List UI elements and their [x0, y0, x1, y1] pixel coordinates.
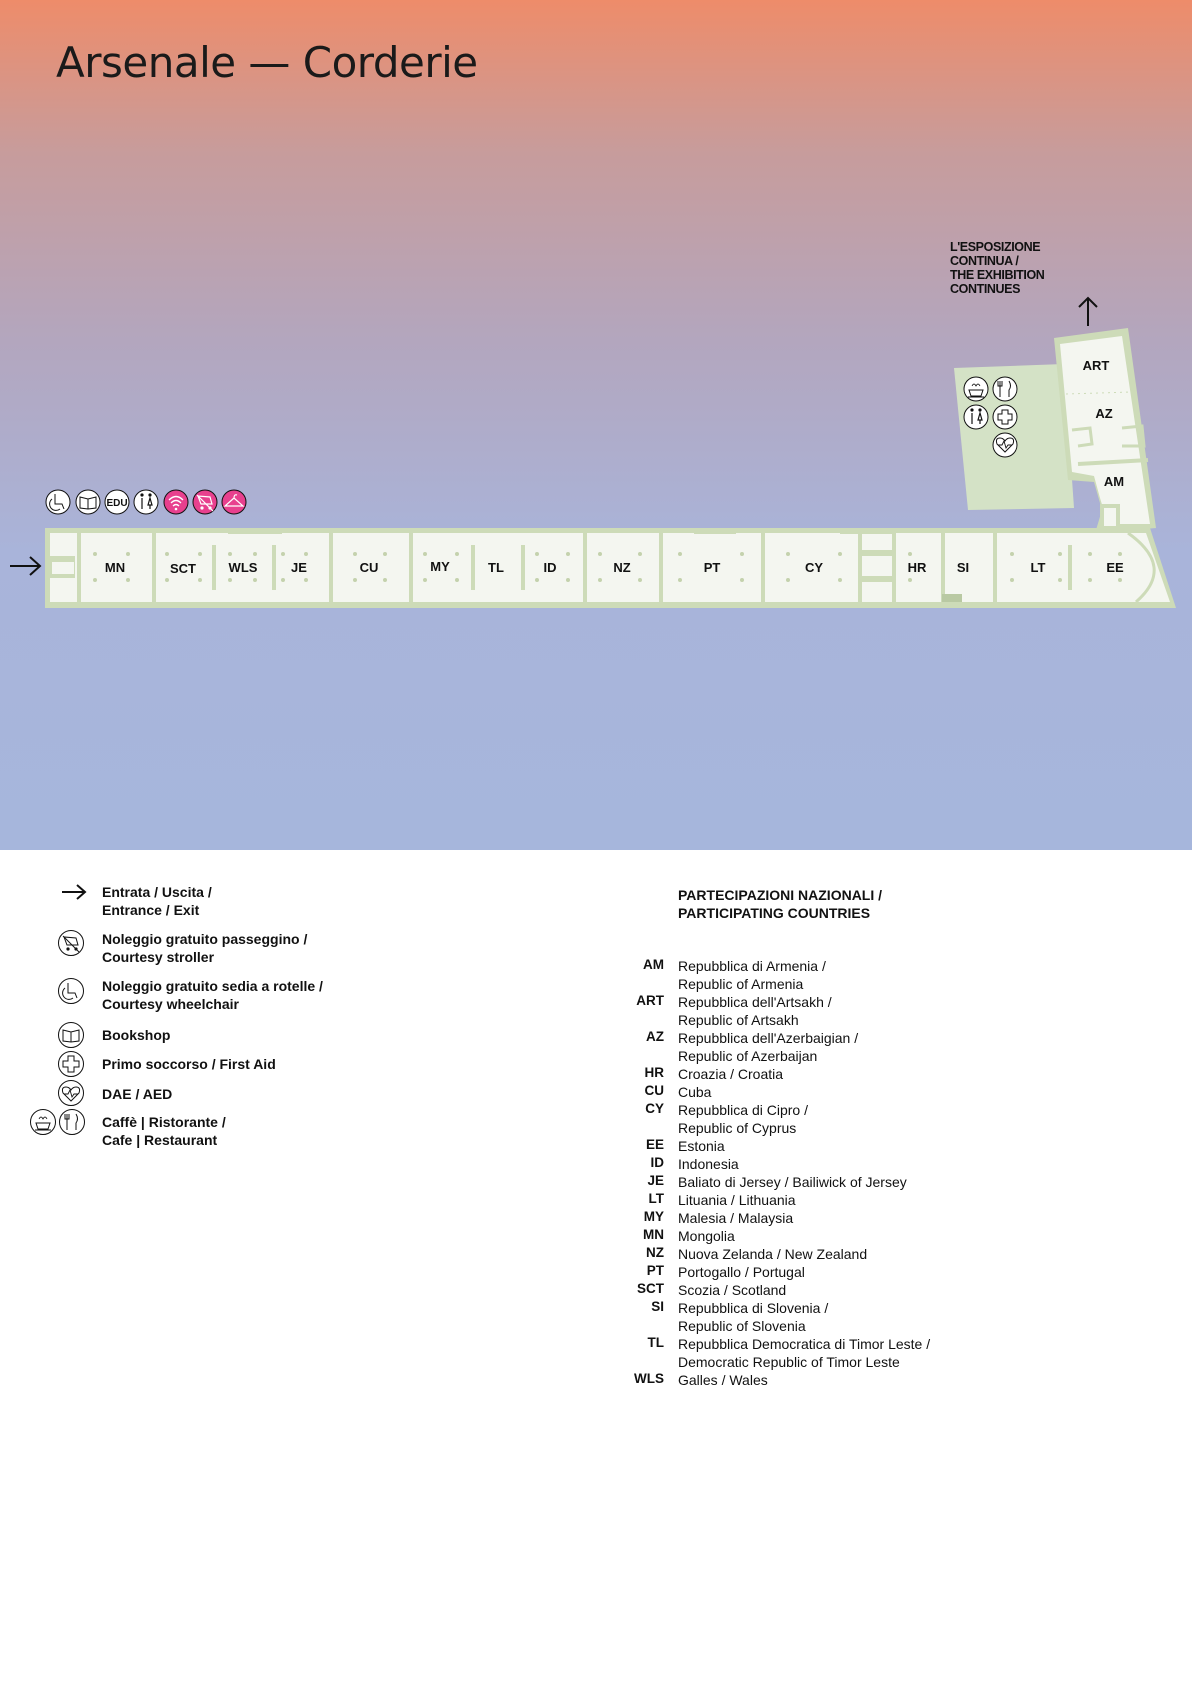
country-code: AM [643, 957, 664, 972]
room-label-az: AZ [1095, 406, 1113, 421]
legend-line: Entrance / Exit [102, 902, 200, 918]
country-name [678, 1137, 725, 1155]
country-code: EE [645, 1137, 664, 1152]
coat-hanger-icon [222, 490, 246, 514]
continues-line: L'ESPOSIZIONE [950, 240, 1041, 254]
country-name-line: Republic of Azerbaijan [678, 1048, 818, 1064]
country-name [678, 1173, 907, 1191]
room-label-pt: PT [703, 560, 721, 575]
edu-label: EDU [106, 498, 128, 509]
country-name [678, 1029, 858, 1065]
room-label-art: ART [1082, 358, 1110, 373]
room-label-si: SI [956, 560, 970, 575]
room-label-am: AM [1103, 474, 1125, 489]
legend-first-aid [102, 1055, 276, 1073]
map-service-icons [46, 490, 246, 514]
country-name-line: Galles / Wales [678, 1372, 768, 1388]
countries-header [678, 886, 882, 922]
country-name-line: Croazia / Croatia [678, 1066, 784, 1082]
room-label-sct: SCT [170, 561, 196, 576]
continues-line: THE EXHIBITION [950, 268, 1045, 282]
country-name [678, 1191, 796, 1209]
first-aid-icon [993, 405, 1017, 429]
country-name-line: Baliato di Jersey / Bailiwick of Jersey [678, 1174, 907, 1190]
country-name-line: Cuba [678, 1084, 712, 1100]
country-name [678, 1263, 805, 1281]
country-name [678, 1371, 768, 1389]
legend-line: Noleggio gratuito passeggino / [102, 931, 308, 947]
country-name [678, 1209, 793, 1227]
book-icon [57, 1021, 85, 1049]
country-code: MY [643, 1209, 664, 1224]
continue-arrow-icon [1079, 298, 1097, 326]
country-code: CU [644, 1083, 664, 1098]
book-icon [76, 490, 100, 514]
room-label-my: MY [430, 559, 450, 574]
legend-stroller [102, 930, 307, 966]
country-name-line: Indonesia [678, 1156, 739, 1172]
country-name-line: Lituania / Lithuania [678, 1192, 796, 1208]
country-code: AZ [646, 1029, 664, 1044]
country-code: SCT [637, 1281, 664, 1296]
country-name-line: Nuova Zelanda / New Zealand [678, 1246, 868, 1262]
edu-icon [105, 490, 129, 514]
country-name [678, 1281, 786, 1299]
country-name-line: Repubblica di Armenia / [678, 958, 826, 974]
country-name [678, 1101, 808, 1137]
country-name [678, 1083, 711, 1101]
continues-line: CONTINUES [950, 282, 1021, 296]
room-label-mn: MN [104, 560, 126, 575]
room-label-cu: CU [359, 560, 379, 575]
room-label-wls: WLS [228, 560, 258, 575]
country-name [678, 957, 826, 993]
legend-line: Bookshop [102, 1027, 171, 1043]
arrow-right-icon [60, 884, 88, 900]
country-code: ID [650, 1155, 664, 1170]
country-name-line: Repubblica di Slovenia / [678, 1300, 829, 1316]
country-code: PT [646, 1263, 664, 1278]
restroom-icon [964, 405, 988, 429]
countries-header-line: PARTECIPAZIONI NAZIONALI / [678, 887, 883, 903]
country-name-line: Repubblica dell'Artsakh / [678, 994, 832, 1010]
country-name-line: Mongolia [678, 1228, 735, 1244]
country-name [678, 1245, 867, 1263]
country-name-line: Portogallo / Portugal [678, 1264, 805, 1280]
cafe-restaurant-icon [29, 1108, 87, 1136]
legend-line: Courtesy wheelchair [102, 996, 239, 1012]
country-name-line: Malesia / Malaysia [678, 1210, 794, 1226]
page-title: Arsenale — Corderie [56, 38, 478, 87]
legend-line: Courtesy stroller [102, 949, 215, 965]
country-name-line: Republic of Slovenia [678, 1318, 806, 1334]
country-name [678, 1227, 735, 1245]
aed-icon [993, 433, 1017, 457]
room-label-tl: TL [488, 560, 504, 575]
legend-line: Cafe | Restaurant [102, 1132, 218, 1148]
legend-line: Primo soccorso / First Aid [102, 1056, 276, 1072]
legend-wheelchair [102, 977, 323, 1013]
restroom-icon [134, 490, 158, 514]
country-name [678, 1065, 783, 1083]
aed-icon [57, 1079, 85, 1107]
country-code: JE [647, 1173, 664, 1188]
country-name-line: Estonia [678, 1138, 725, 1154]
legend-bookshop [102, 1026, 170, 1044]
country-name-line: Republic of Cyprus [678, 1120, 797, 1136]
legend-aed [102, 1085, 172, 1103]
legend-entrance [102, 883, 212, 919]
country-name-line: Repubblica dell'Azerbaigian / [678, 1030, 859, 1046]
country-code: WLS [634, 1371, 664, 1386]
restaurant-icon [993, 377, 1017, 401]
legend-line: Caffè | Ristorante / [102, 1114, 226, 1130]
country-name-line: Repubblica di Cipro / [678, 1102, 808, 1118]
legend-line: DAE / AED [102, 1086, 173, 1102]
country-code: SI [651, 1299, 664, 1314]
cafe-icon [964, 377, 988, 401]
room-label-hr: HR [907, 560, 927, 575]
country-name-line: Democratic Republic of Timor Leste [678, 1354, 900, 1370]
first-aid-icon [57, 1050, 85, 1078]
country-name-line: Republic of Artsakh [678, 1012, 799, 1028]
continues-line: CONTINUA / [950, 254, 1019, 268]
entrance-arrow-icon [10, 557, 40, 575]
stroller-icon [57, 929, 85, 957]
room-label-ee: EE [1106, 560, 1124, 575]
country-code: CY [645, 1101, 664, 1116]
country-name-line: Scozia / Scotland [678, 1282, 787, 1298]
country-code: HR [644, 1065, 664, 1080]
country-code: TL [647, 1335, 664, 1350]
wheelchair-icon [46, 490, 70, 514]
wifi-icon [164, 490, 188, 514]
legend-cafe-restaurant [102, 1113, 226, 1149]
country-name [678, 1299, 828, 1335]
room-label-cy: CY [804, 560, 824, 575]
room-label-nz: NZ [613, 560, 631, 575]
country-name [678, 993, 832, 1029]
wheelchair-icon [57, 977, 85, 1005]
room-label-je: JE [291, 560, 307, 575]
room-label-lt: LT [1030, 560, 1046, 575]
country-code: LT [648, 1191, 664, 1206]
countries-header-line: PARTICIPATING COUNTRIES [678, 905, 871, 921]
legend-line: Noleggio gratuito sedia a rotelle / [102, 978, 323, 994]
country-code: NZ [646, 1245, 664, 1260]
room-label-id: ID [543, 560, 557, 575]
country-name [678, 1155, 739, 1173]
country-name-line: Repubblica Democratica di Timor Leste / [678, 1336, 931, 1352]
exhibition-continues-note [950, 240, 1044, 296]
country-code: ART [636, 993, 664, 1008]
country-name [678, 1335, 930, 1371]
legend-line: Entrata / Uscita / [102, 884, 212, 900]
country-name-line: Republic of Armenia [678, 976, 804, 992]
country-code: MN [643, 1227, 664, 1242]
stroller-icon [193, 490, 217, 514]
